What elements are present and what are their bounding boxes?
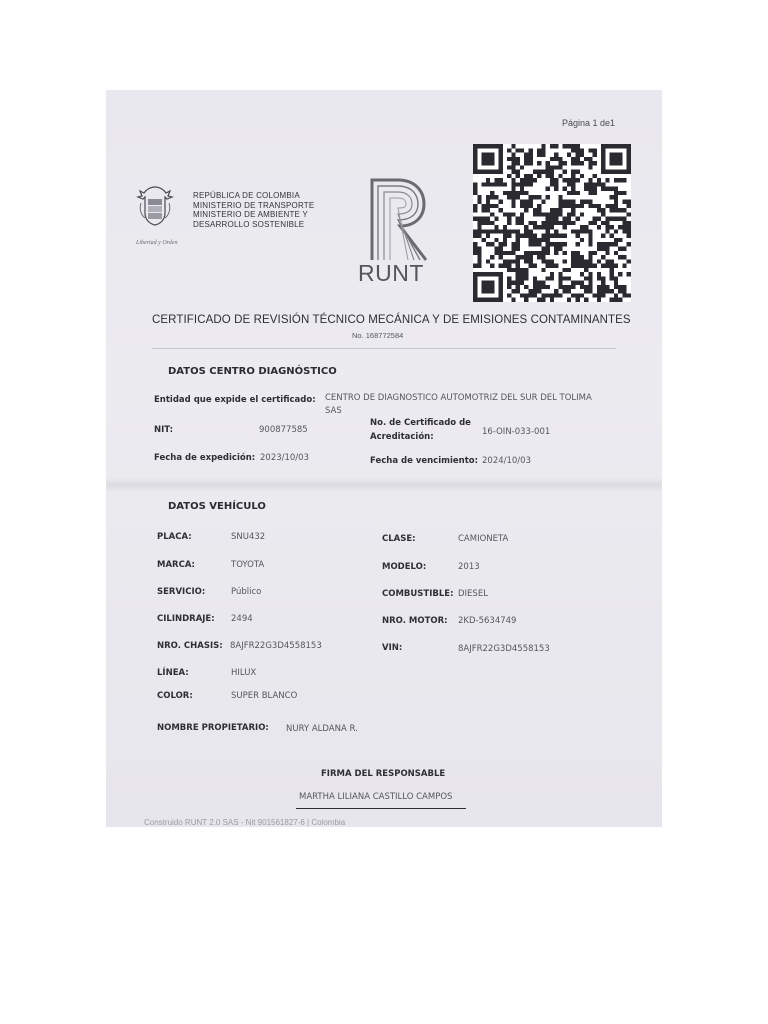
government-header: [193, 191, 343, 229]
label-propietario: NOMBRE PROPIETARIO:: [157, 723, 269, 733]
label-entidad: Entidad que expide el certificado:: [154, 395, 316, 405]
label-servicio: SERVICIO:: [157, 587, 206, 597]
document-title: CERTIFICADO DE REVISIÓN TÉCNICO MECÁNICA Y DE EMISIONES CONTAMINANTES: [152, 314, 631, 326]
value-nit: 900877585: [259, 425, 308, 435]
label-cilindraje: CILINDRAJE:: [157, 614, 215, 624]
qr-code: [473, 144, 631, 302]
value-vin: 8AJFR22G3D4558153: [458, 644, 550, 654]
certificate-number: No. 168772584: [352, 331, 404, 340]
label-vencimiento: Fecha de vencimiento:: [370, 456, 479, 466]
section-heading-centro: DATOS CENTRO DIAGNÓSTICO: [168, 366, 337, 377]
signature-line: [296, 808, 466, 809]
divider: [152, 348, 616, 349]
label-expedicion: Fecha de expedición:: [154, 453, 256, 463]
signature-heading: FIRMA DEL RESPONSABLE: [321, 769, 446, 779]
gov-line: MINISTERIO DE AMBIENTE Y: [193, 210, 308, 219]
value-servicio: Público: [231, 587, 262, 597]
label-modelo: MODELO:: [382, 562, 427, 572]
value-entidad: CENTRO DE DIAGNOSTICO AUTOMOTRIZ DEL SUR DEL TOLIMA: [325, 393, 592, 403]
gov-line: DESARROLLO SOSTENIBLE: [193, 219, 305, 229]
label-linea: LÍNEA:: [157, 668, 189, 678]
value-clase: CAMIONETA: [458, 534, 509, 544]
value-propietario: NURY ALDANA R.: [286, 724, 358, 734]
label-clase: CLASE:: [382, 534, 416, 544]
value-expedicion: 2023/10/03: [260, 453, 309, 463]
colombia-crest-icon: [136, 185, 174, 227]
value-marca: TOYOTA: [231, 560, 265, 570]
qr-finder-center: [482, 153, 495, 166]
page-number: Página 1 de1: [562, 118, 616, 128]
value-combustible: DIESEL: [458, 589, 488, 599]
value-chasis: 8AJFR22G3D4558153: [230, 641, 322, 651]
qr-finder-center: [610, 153, 623, 166]
label-acreditacion-cont: Acreditación:: [370, 432, 434, 442]
label-nit: NIT:: [154, 425, 174, 435]
label-acreditacion: No. de Certificado de: [370, 418, 471, 428]
value-placa: SNU432: [231, 532, 266, 542]
value-cilindraje: 2494: [231, 614, 253, 624]
paper-fold: [106, 478, 662, 492]
gov-line: MINISTERIO DE TRANSPORTE: [193, 200, 315, 210]
value-modelo: 2013: [458, 562, 480, 572]
label-motor: NRO. MOTOR:: [382, 616, 448, 626]
label-vin: VIN:: [382, 643, 403, 653]
value-entidad-cont: SAS: [325, 406, 342, 416]
label-placa: PLACA:: [157, 532, 192, 542]
value-acreditacion: 16-OIN-033-001: [482, 427, 551, 437]
label-chasis: NRO. CHASIS:: [157, 641, 223, 651]
value-linea: HILUX: [231, 668, 257, 678]
runt-logo-icon: [364, 170, 434, 265]
label-marca: MARCA:: [157, 560, 195, 570]
qr-finder-center: [482, 281, 495, 294]
value-motor: 2KD-5634749: [458, 616, 517, 626]
section-heading-vehiculo: DATOS VEHÍCULO: [168, 501, 266, 512]
value-vencimiento: 2024/10/03: [482, 456, 531, 466]
label-combustible: COMBUSTIBLE:: [382, 589, 454, 599]
certificate-paper: [106, 90, 662, 827]
motto: Libertad y Orden: [136, 240, 178, 246]
gov-line: REPÚBLICA DE COLOMBIA: [193, 191, 300, 200]
runt-brand: RUNT: [358, 260, 424, 286]
label-color: COLOR:: [157, 691, 193, 701]
signature-name: MARTHA LILIANA CASTILLO CAMPOS: [299, 792, 453, 802]
footer-text: Construido RUNT 2.0 SAS - Nit 901561827-6 | Colombia: [144, 818, 346, 827]
value-color: SUPER BLANCO: [231, 691, 298, 701]
